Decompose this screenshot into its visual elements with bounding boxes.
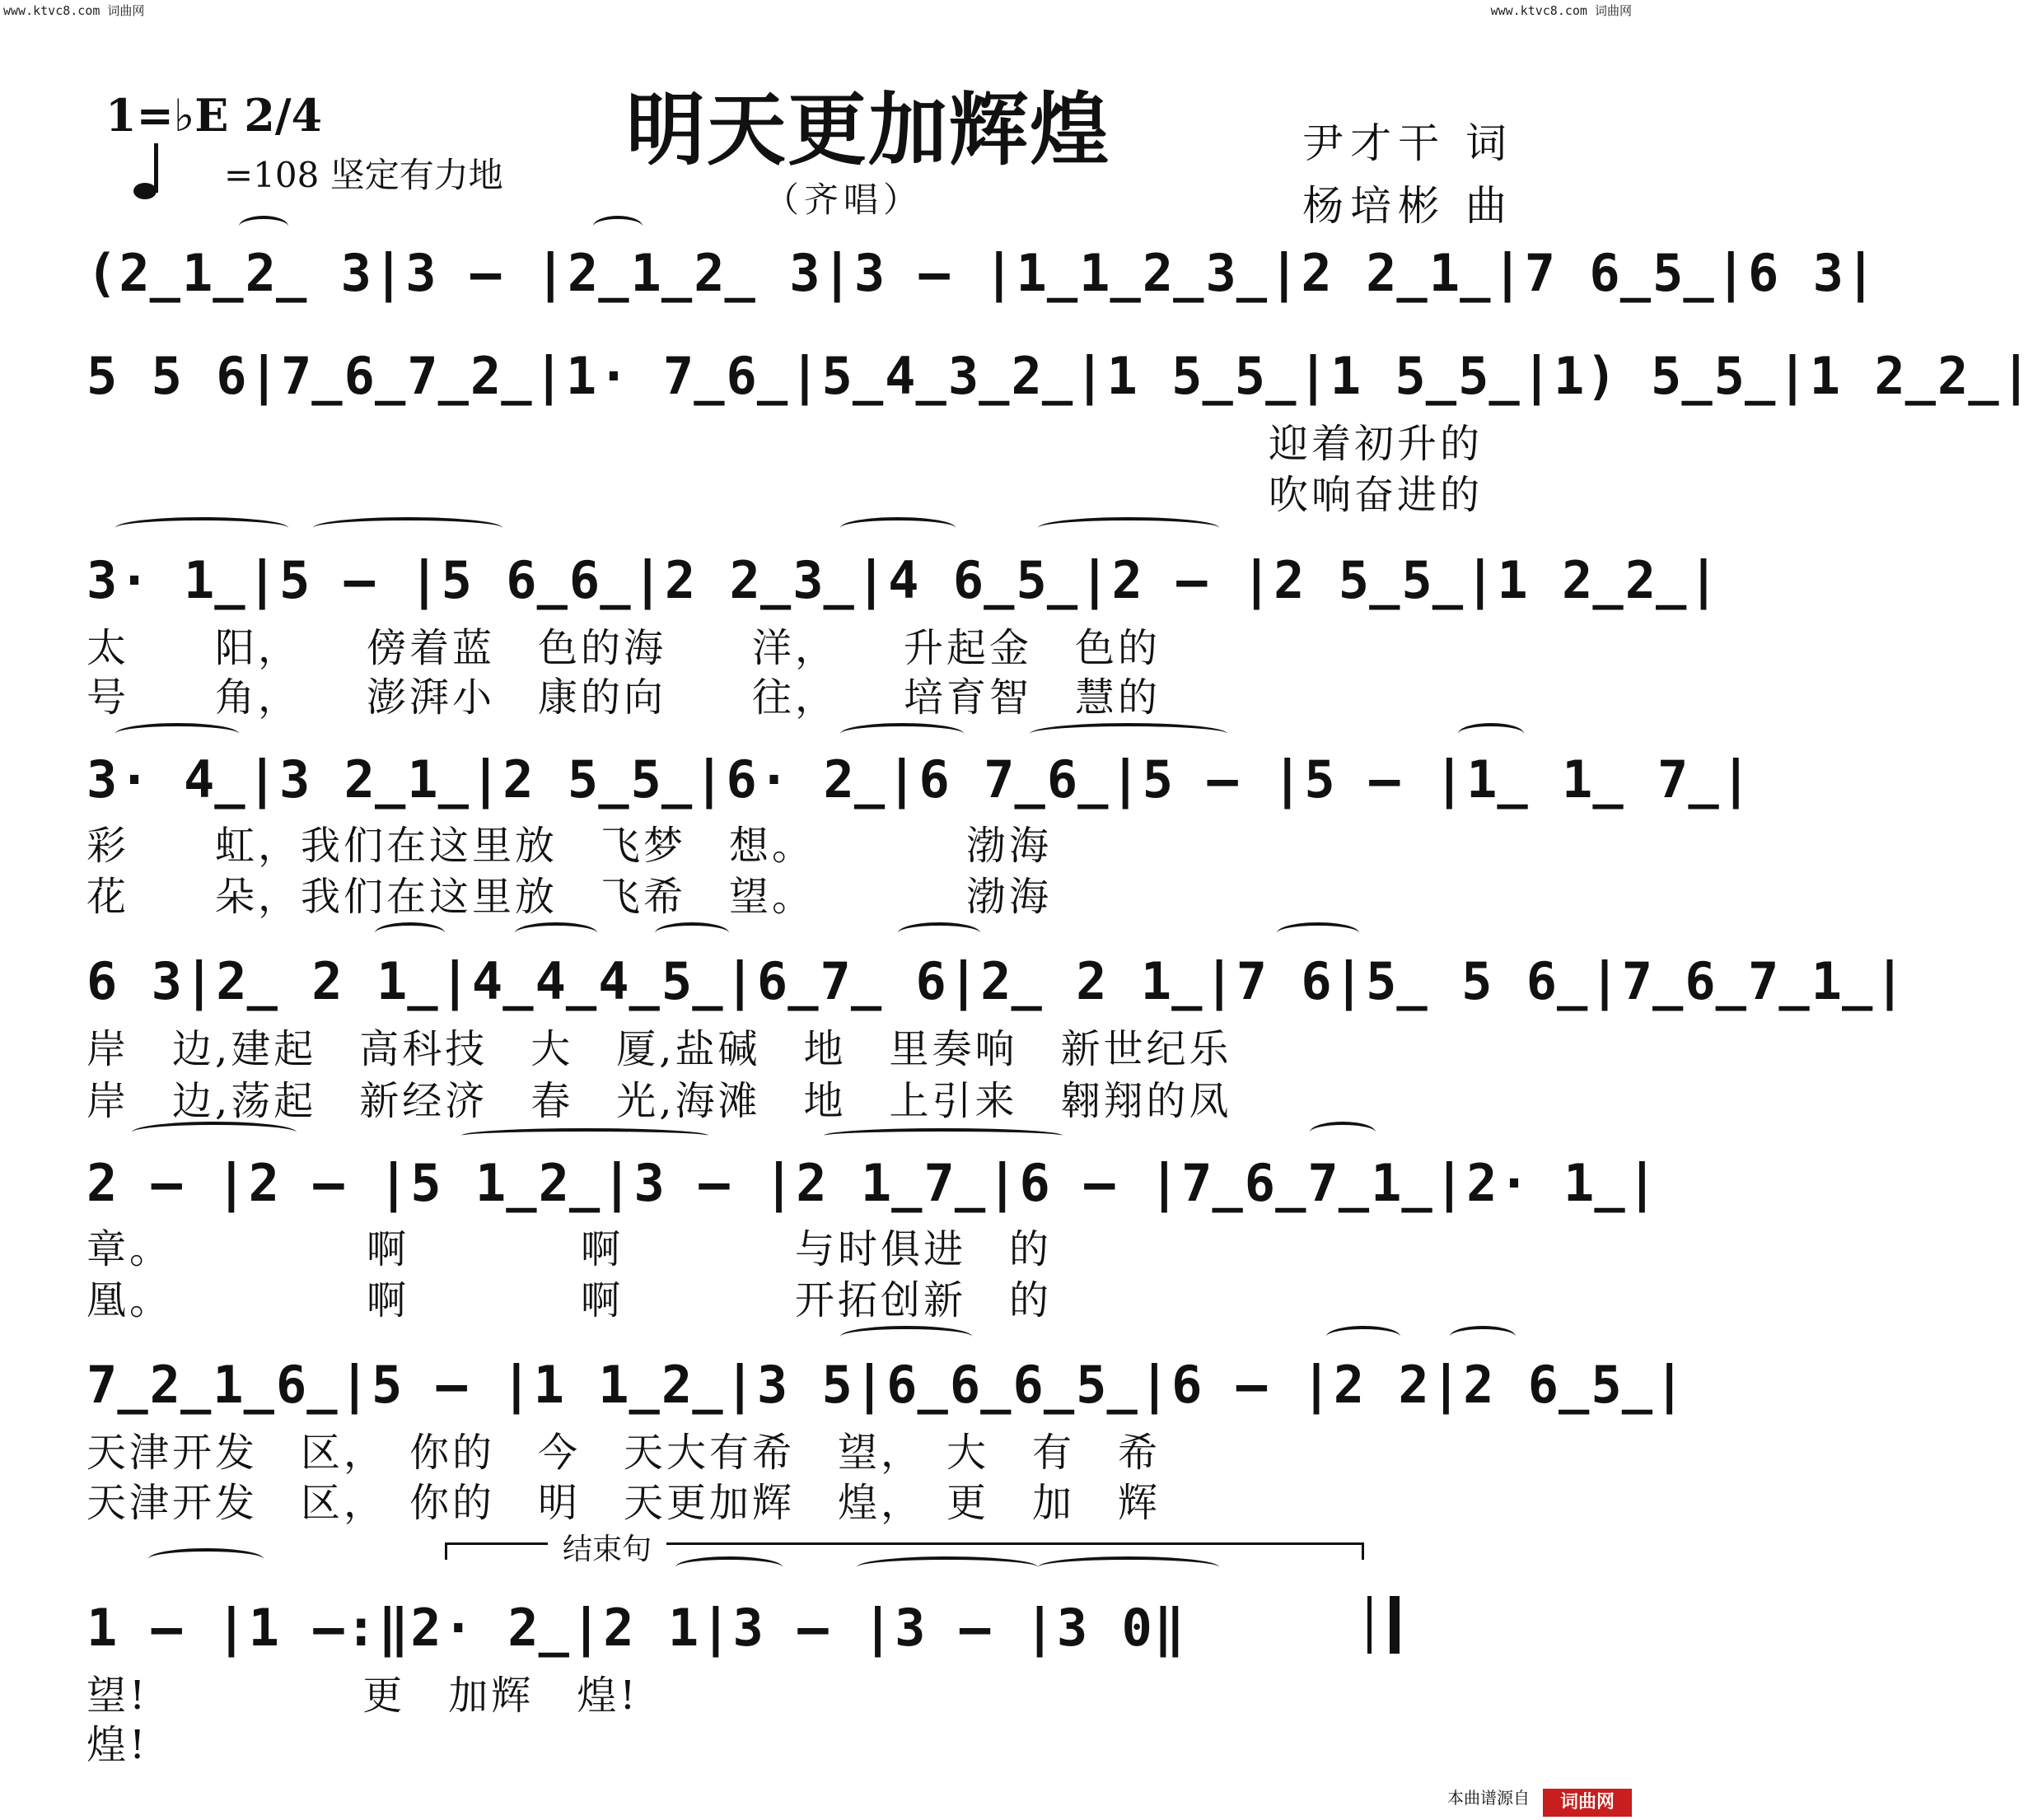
lyric-row-5-verse-1: 岸 边,建起 高科技 大 厦,盐碱 地 里奏响 新世纪乐 bbox=[86, 1026, 1232, 1072]
notation-row-5: 6 3|2̲ 2 1̲|4̲4̲4̲5̲|6̲7̲ 6|2̲ 2 1̲|7 6|5̲ 5 6̲|7̲6̲7̲1̲| bbox=[86, 951, 1907, 1011]
slur-mark bbox=[148, 1548, 264, 1570]
slur-mark bbox=[1458, 723, 1524, 744]
slur-mark bbox=[115, 723, 239, 744]
slur-mark bbox=[655, 922, 729, 944]
slur-mark bbox=[1277, 922, 1359, 944]
lyric-row-2-verse-2: 吹响奋进的 bbox=[1269, 472, 1484, 518]
lyric-row-3-verse-1: 太 阳， 傍着蓝 色的海 洋， 升起金 色的 bbox=[86, 625, 1161, 671]
slur-mark bbox=[593, 216, 643, 237]
site-url-right: www.ktvc8.com 词曲网 bbox=[1490, 3, 1632, 18]
lyricist-credit: 尹才干 词 bbox=[1302, 119, 1513, 167]
slur-mark bbox=[515, 922, 597, 944]
notation-row-4: 3· 4̲|3 2̲1̲|2 5̲5̲|6· 2̲|6 7̲6̲|5 — |5 — |1̲ 1̲ 7̲| bbox=[86, 749, 1754, 810]
slur-mark bbox=[840, 723, 964, 744]
notation-row-8: 1 — |1 —:‖2· 2̲|2 1|3 — |3 — |3 0‖ bbox=[86, 1598, 1187, 1658]
slur-mark bbox=[375, 922, 445, 944]
lyric-row-7-verse-2: 天津开发 区， 你的 明 天更加辉 煌， 更 加 辉 bbox=[86, 1480, 1161, 1526]
notation-row-1: (2̲1̲2̲ 3|3 — |2̲1̲2̲ 3|3 — |1̲1̲2̲3̲|2 2̲1̲|7 6̲5̲|6 3| bbox=[86, 243, 1878, 303]
quarter-note-icon bbox=[132, 140, 181, 201]
slur-mark bbox=[840, 1326, 972, 1347]
tempo-marking: =108 坚定有力地 bbox=[224, 155, 503, 195]
lyric-row-2-verse-1: 迎着初升的 bbox=[1269, 421, 1484, 467]
notation-row-2: 5 5 6|7̲6̲7̲2̲|1· 7̲6̲|5̲4̲3̲2̲|1 5̲5̲|1 5̲5̲|1) 5̲5̲|1 2̲2̲| bbox=[86, 346, 2033, 406]
notation-row-6: 2 — |2 — |5 1̲2̲|3 — |2 1̲7̲|6 — |7̲6̲7̲1̲|2· 1̲| bbox=[86, 1153, 1660, 1213]
lyric-row-8-verse-1: 望! 更 加辉 煌! bbox=[86, 1673, 639, 1719]
lyric-row-6-verse-1: 章。 啊 啊 与时俱进 的 bbox=[86, 1226, 1053, 1272]
slur-mark bbox=[1326, 1326, 1400, 1347]
slur-mark bbox=[115, 517, 288, 539]
lyric-row-4-verse-2: 花 朵，我们在这里放 飞希 望。 渤海 bbox=[86, 874, 1053, 920]
song-title: 明天更加辉煌 bbox=[626, 83, 1110, 176]
slur-mark bbox=[898, 922, 980, 944]
composer-credit: 杨培彬 曲 bbox=[1302, 182, 1513, 230]
lyric-row-8-verse-2: 煌! bbox=[86, 1722, 149, 1768]
lyric-row-4-verse-1: 彩 虹，我们在这里放 飞梦 想。 渤海 bbox=[86, 823, 1053, 869]
slur-mark bbox=[840, 517, 956, 539]
song-subtitle: （齐唱） bbox=[764, 180, 923, 220]
slur-mark bbox=[313, 517, 502, 539]
notation-row-7: 7̲2̲1̲6̲|5 — |1 1̲2̲|3 5|6̲6̲6̲5̲|6 — |2 2|2 6̲5̲| bbox=[86, 1355, 1687, 1415]
slur-mark bbox=[461, 1128, 708, 1143]
lyric-row-6-verse-2: 凰。 啊 啊 开拓创新 的 bbox=[86, 1277, 1053, 1323]
slur-mark bbox=[824, 1128, 1063, 1143]
ending-label: 结束句 bbox=[548, 1526, 666, 1568]
slur-mark bbox=[1450, 1326, 1516, 1347]
lyric-row-3-verse-2: 号 角， 澎湃小 康的向 往， 培育智 慧的 bbox=[86, 674, 1161, 721]
notation-row-3: 3· 1̲|5 — |5 6̲6̲|2 2̲3̲|4 6̲5̲|2 — |2 5̲5̲|1 2̲2̲| bbox=[86, 550, 1721, 610]
site-logo[interactable]: 词曲网 bbox=[1543, 1789, 1632, 1817]
key-signature: 1=♭E 2/4 bbox=[105, 89, 323, 142]
source-note: 本曲谱源自 bbox=[1447, 1788, 1530, 1808]
slur-mark bbox=[1030, 723, 1227, 744]
site-url-left: www.ktvc8.com 词曲网 bbox=[3, 3, 145, 18]
final-barline bbox=[1367, 1596, 1400, 1654]
slur-mark bbox=[1038, 517, 1219, 539]
lyric-row-5-verse-2: 岸 边,荡起 新经济 春 光,海滩 地 上引来 翱翔的凤 bbox=[86, 1078, 1232, 1124]
slur-mark bbox=[239, 216, 288, 237]
lyric-row-7-verse-1: 天津开发 区， 你的 今 天大有希 望， 大 有 希 bbox=[86, 1430, 1161, 1476]
